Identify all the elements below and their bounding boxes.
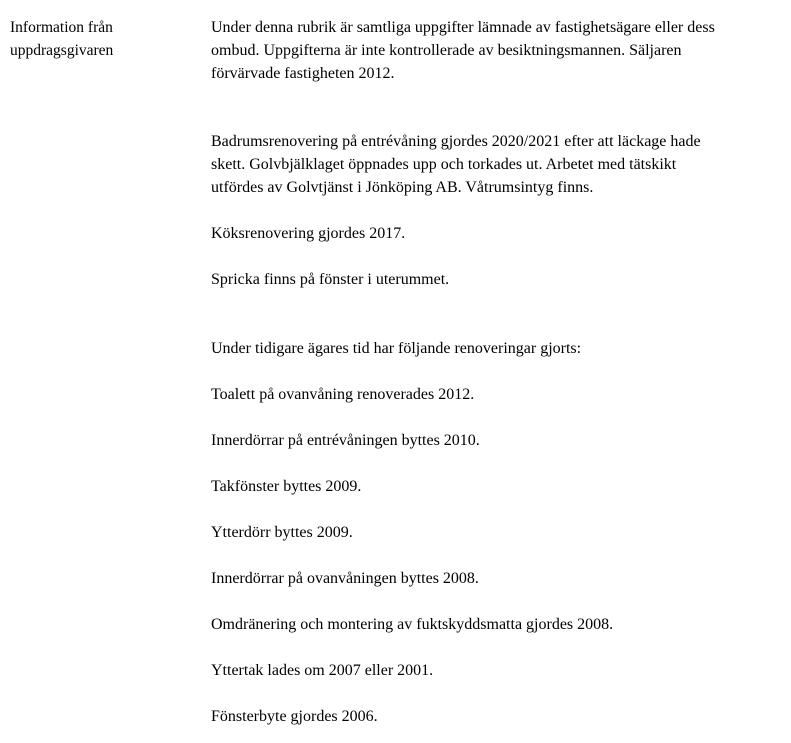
renovation-item: Omdränering och montering av fuktskyddsmatta gjordes 2008. [211, 616, 614, 633]
renovation-item: Yttertak lades om 2007 eller 2001. [211, 662, 434, 679]
intro-paragraph [211, 16, 715, 85]
crack-paragraph: Spricka finns på fönster i uterummet. [211, 271, 450, 288]
bathroom-paragraph [211, 130, 701, 199]
section-label [10, 16, 190, 62]
section-label-line-2: uppdragsgivaren [10, 42, 114, 59]
renovation-item: Innerdörrar på entrévåningen byttes 2010. [211, 432, 480, 449]
intro-line-1: Under denna rubrik är samtliga uppgifter lämnade av fastighetsägare eller dess [211, 19, 715, 36]
bathroom-line-1: Badrumsrenovering på entrévåning gjordes 2020/2021 efter att läckage hade [211, 133, 701, 150]
section-label-line-1: Information från [10, 19, 113, 36]
previous-owners-heading: Under tidigare ägares tid har följande renoveringar gjorts: [211, 340, 582, 357]
renovation-item: Ytterdörr byttes 2009. [211, 524, 353, 541]
renovation-item: Innerdörrar på ovanvåningen byttes 2008. [211, 570, 479, 587]
intro-line-2: ombud. Uppgifterna är inte kontrollerade av besiktningsmannen. Säljaren [211, 42, 682, 59]
renovation-item: Fönsterbyte gjordes 2006. [211, 708, 378, 725]
kitchen-paragraph: Köksrenovering gjordes 2017. [211, 225, 406, 242]
renovation-item: Toalett på ovanvåning renoverades 2012. [211, 386, 475, 403]
intro-line-3: förvärvade fastigheten 2012. [211, 65, 395, 82]
bathroom-line-3: utfördes av Golvtjänst i Jönköping AB. Våtrumsintyg finns. [211, 179, 594, 196]
bathroom-line-2: skett. Golvbjälklaget öppnades upp och torkades ut. Arbetet med tätskikt [211, 156, 677, 173]
renovation-item: Takfönster byttes 2009. [211, 478, 362, 495]
